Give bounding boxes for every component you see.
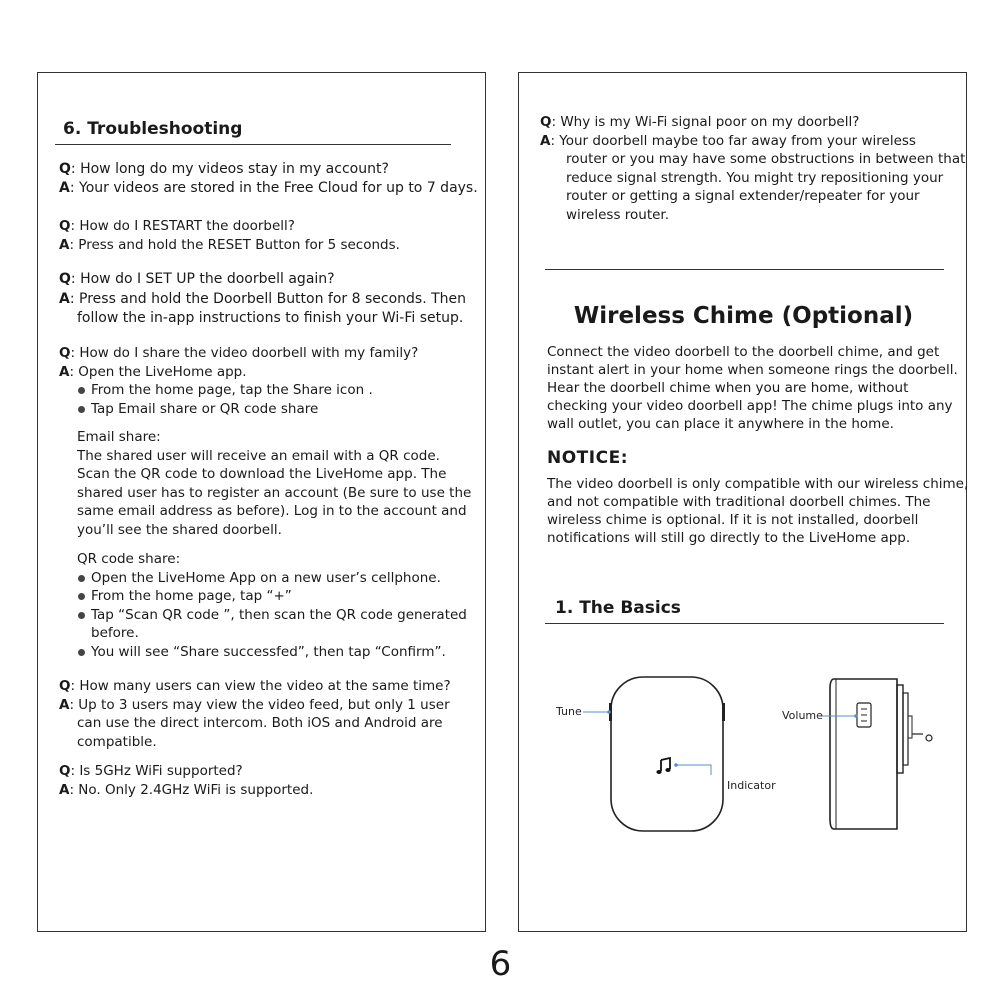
a-marker: A: [59, 236, 70, 253]
question-text: : How long do my videos stay in my account?: [70, 161, 389, 177]
qr-share-heading: QR code share:: [77, 551, 181, 567]
a-marker: A: [59, 290, 70, 307]
faq-item-5ghz: [59, 762, 313, 799]
question-text: : How many users can view the video at the same time?: [70, 678, 451, 694]
q-marker: Q: [540, 114, 552, 130]
answer-text: : Up to 3 users may view the video feed, but only 1 user: [69, 696, 450, 713]
title-divider: [55, 144, 451, 145]
email-share-line: shared user has to register an account (Be sure to use the: [77, 484, 472, 501]
answer-text: : No. Only 2.4GHz WiFi is supported.: [69, 781, 314, 798]
faq-item-video-retention: [59, 160, 478, 198]
volume-label: Volume: [782, 709, 823, 722]
faq-item-share: [59, 344, 418, 418]
question-text: : Is 5GHz WiFi supported?: [70, 763, 243, 779]
faq-item-wifi-signal: [540, 113, 965, 224]
faq-item-setup: [59, 270, 466, 329]
answer-text: : Your doorbell maybe too far away from your wireless: [550, 132, 916, 149]
chime-front-body: [611, 677, 723, 831]
notice-line: and not compatible with traditional doorbell chimes. The: [547, 494, 931, 510]
email-share-line: Scan the QR code to download the LiveHome app. The: [77, 466, 447, 482]
email-share-heading: Email share:: [77, 429, 161, 445]
qr-bullet-3: Tap “Scan QR code ”, then scan the QR code generated: [77, 606, 467, 625]
answer-text-cont: router or you may have some obstructions in between that: [566, 151, 966, 167]
question-text: : Why is my Wi-Fi signal poor on my doorbell?: [551, 114, 860, 130]
answer-text: : Press and hold the Doorbell Button for 8 seconds. Then: [69, 290, 467, 307]
answer-text-cont: compatible.: [77, 733, 157, 750]
tune-label: Tune: [556, 705, 582, 718]
right-page-panel: [518, 72, 967, 932]
q-marker: Q: [59, 161, 71, 177]
music-note-icon: [656, 758, 670, 774]
chime-description: [547, 343, 958, 433]
question-text: : How do I RESTART the doorbell?: [70, 218, 295, 234]
tune-leader-dot: [607, 710, 611, 714]
notice-title: NOTICE:: [547, 448, 628, 468]
answer-text: : Open the LiveHome app.: [69, 363, 247, 380]
indicator-label: Indicator: [727, 779, 776, 792]
a-marker: A: [540, 132, 551, 149]
a-marker: A: [59, 781, 70, 798]
q-marker: Q: [59, 218, 71, 234]
answer-text-cont: reduce signal strength. You might try repositioning your: [566, 169, 944, 186]
email-share-line: same email address as before). Log in to the account and: [77, 503, 467, 519]
notice-line: wireless chime is optional. If it is not installed, doorbell: [547, 512, 919, 528]
qr-bullet-1: Open the LiveHome App on a new user’s cellphone.: [77, 569, 467, 588]
email-share-line: you’ll see the shared doorbell.: [77, 521, 282, 538]
chime-line: Connect the video doorbell to the doorbell chime, and get: [547, 344, 940, 360]
answer-text: : Your videos are stored in the Free Cloud for up to 7 days.: [69, 180, 478, 196]
basics-title: 1. The Basics: [555, 598, 681, 618]
basics-divider: [545, 623, 944, 624]
section-divider: [545, 269, 944, 270]
question-text: : How do I SET UP the doorbell again?: [70, 271, 335, 287]
chime-line: instant alert in your home when someone rings the doorbell.: [547, 362, 958, 378]
chime-side-view: [830, 679, 932, 829]
page-number: 6: [489, 944, 512, 984]
left-page-panel: [37, 72, 486, 932]
notice-line: The video doorbell is only compatible with our wireless chime,: [547, 476, 969, 492]
qr-bullet-2: From the home page, tap “+”: [77, 587, 467, 606]
share-bullet-1: From the home page, tap the Share icon .: [77, 381, 418, 400]
a-marker: A: [59, 180, 70, 196]
troubleshooting-title: 6. Troubleshooting: [63, 119, 243, 139]
chime-line: Hear the doorbell chime when you are home, without: [547, 380, 909, 396]
email-share-block: [77, 428, 471, 539]
q-marker: Q: [59, 763, 71, 779]
qr-bullet-4: You will see “Share successfed”, then tap “Confirm”.: [77, 643, 467, 662]
notice-text: [547, 475, 968, 547]
q-marker: Q: [59, 345, 71, 361]
chime-line: wall outlet, you can place it anywhere in the home.: [547, 416, 894, 432]
chime-diagram: [519, 669, 968, 869]
answer-text: : Press and hold the RESET Button for 5 seconds.: [69, 236, 400, 253]
answer-text-cont: wireless router.: [566, 206, 670, 223]
share-bullet-2: Tap Email share or QR code share: [77, 400, 418, 419]
answer-text-cont: router or getting a signal extender/repeater for your: [566, 188, 920, 204]
faq-item-users: [59, 677, 451, 751]
indicator-leader-line: [676, 765, 711, 775]
chime-line: checking your video doorbell app! The chime plugs into any: [547, 398, 953, 414]
question-text: : How do I share the video doorbell with my family?: [70, 345, 419, 361]
wireless-chime-title: Wireless Chime (Optional): [573, 303, 914, 329]
qr-bullet-3-cont: before.: [91, 625, 139, 641]
volume-leader-dot: [854, 714, 858, 718]
a-marker: A: [59, 696, 70, 713]
answer-text-cont: can use the direct intercom. Both iOS and Android are: [77, 715, 443, 731]
faq-item-restart: [59, 217, 400, 254]
answer-text-cont: follow the in-app instructions to finish your Wi-Fi setup.: [77, 310, 464, 326]
q-marker: Q: [59, 271, 71, 287]
q-marker: Q: [59, 678, 71, 694]
a-marker: A: [59, 363, 70, 380]
email-share-line: The shared user will receive an email with a QR code.: [77, 447, 440, 464]
side-button-mark: [722, 703, 725, 721]
notice-line: notifications will still go directly to the LiveHome app.: [547, 530, 911, 546]
qr-share-block: [77, 550, 467, 661]
